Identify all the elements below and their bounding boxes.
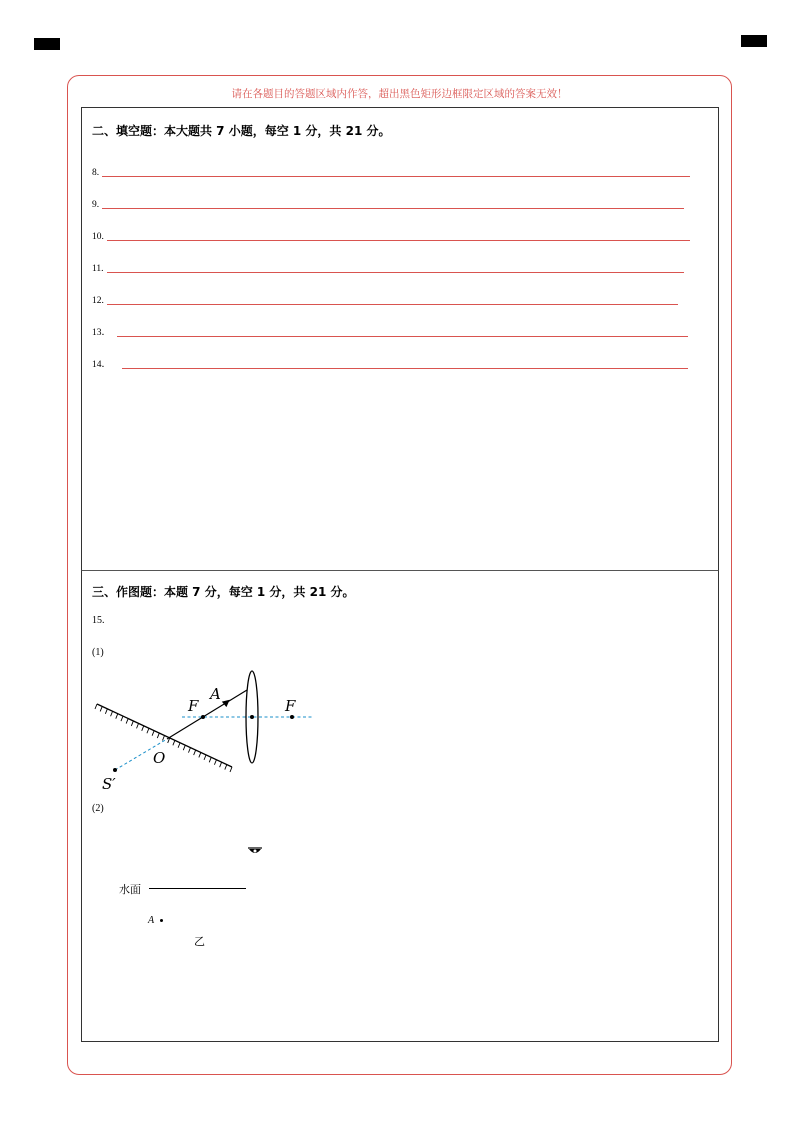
answer-line[interactable] [107,304,678,305]
row-number: 14． [92,360,112,370]
corner-mark-right [741,35,767,47]
part-1-label: (1) [92,647,104,658]
answer-row-9[interactable] [92,196,692,210]
fill-blank-section [81,107,719,571]
point-a-label-2: A [148,915,155,926]
answer-row-13[interactable] [92,324,692,338]
question-15-label: 15. [92,615,105,626]
row-number: 13． [92,328,112,338]
answer-row-12[interactable] [92,292,692,306]
eye-icon [247,845,263,857]
image-s-label: S′ [102,775,116,793]
answer-row-14[interactable] [92,356,692,370]
answer-row-11[interactable] [92,260,692,274]
part-2-label: (2) [92,803,104,814]
row-number: 9. [92,200,100,210]
row-number: 11. [92,264,104,274]
row-number: 12. [92,296,104,306]
answer-line[interactable] [102,208,684,209]
focus-label-right: F [285,697,296,715]
point-o-label: O [153,749,166,767]
figure-caption: 乙 [194,935,205,948]
row-number: 10. [92,232,104,242]
row-number: 8. [92,168,100,178]
answer-line[interactable] [107,240,690,241]
water-surface-line [149,888,246,889]
section2-title: 二、填空题：本大题共 7 小题，每空 1 分，共 21 分。 [92,124,391,138]
focus-label-left: F [188,697,199,715]
point-a-label: A [210,685,221,703]
water-surface-label: 水面 [119,883,141,896]
drawing-section [81,570,719,1042]
answer-row-8[interactable] [92,164,692,178]
point-a-dot [160,919,163,922]
corner-mark-left [34,38,60,50]
section3-title: 三、作图题：本题 7 分，每空 1 分，共 21 分。 [92,585,355,599]
optics-figure-1[interactable] [92,666,332,796]
answer-line[interactable] [107,272,684,273]
answer-line[interactable] [122,368,688,369]
answer-line[interactable] [117,336,688,337]
answer-line[interactable] [102,176,690,177]
answer-warning: 请在各题目的答题区域内作答，超出黑色矩形边框限定区域的答案无效！ [231,88,568,100]
answer-row-10[interactable] [92,228,692,242]
